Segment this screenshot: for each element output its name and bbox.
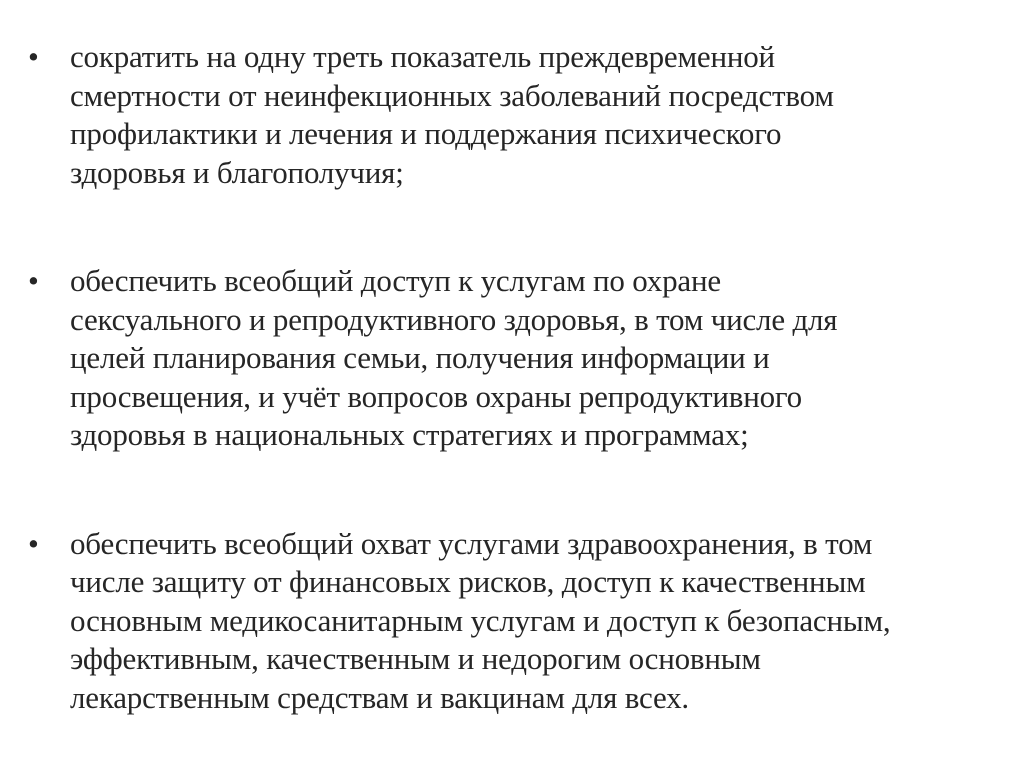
bullet-text: обеспечить всеобщий доступ к услугам по охране сексуального и репродуктивного здоровья, в том числе для целей планирования семьи, получения информации и просвещения, и учёт вопросов охраны репродуктивного здоровья в национальных стратегиях и программах; <box>70 263 838 452</box>
bullet-icon: • <box>28 39 39 74</box>
bullet-item-1 <box>28 38 1008 192</box>
bullet-item-2 <box>28 262 1008 455</box>
bullet-text: сократить на одну треть показатель преждевременной смертности от неинфекционных заболеваний посредством профилактики и лечения и поддержания психического здоровья и благополучия; <box>70 39 834 190</box>
bullet-item-3 <box>28 525 1008 718</box>
bullet-icon: • <box>28 525 39 561</box>
bullet-list <box>28 38 1008 717</box>
bullet-text: обеспечить всеобщий охват услугами здравоохранения, в том числе защиту от финансовых рисков, доступ к качественным основным медикосанитарным услугам и доступ к безопасным, эффективным, качественным и недорогим основным лекарственным средствам и вакцинам для всех. <box>70 525 891 715</box>
bullet-icon: • <box>28 263 39 298</box>
